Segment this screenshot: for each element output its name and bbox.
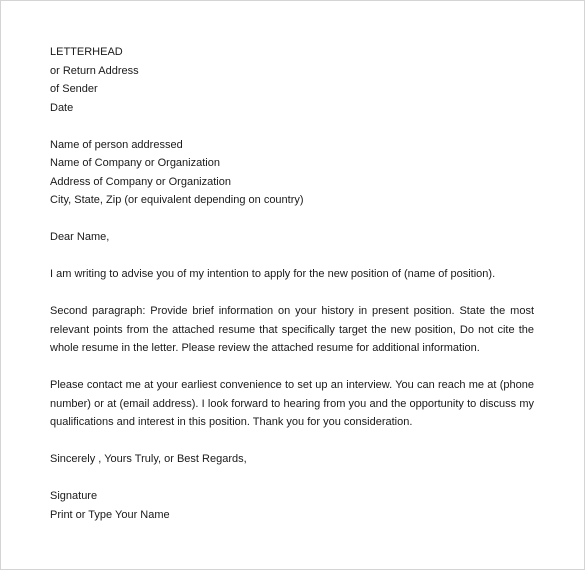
recipient-block [50,136,534,210]
signature-block [50,487,534,524]
salutation: Dear Name, [50,231,110,243]
body-paragraph-1: I am writing to advise you of my intention to apply for the new position of (name of position). [50,268,496,280]
return-address: or Return Address [50,64,139,77]
recipient-company: Name of Company or Organization [50,157,220,169]
body-paragraph-3: Please contact me at your earliest convenience to set up an interview. You can reach me at (phone number) or at (email address). I look forward to hearing from you and the opportunity to discuss my qualifications and interest in this position. Thank you for you consideration. [50,379,534,428]
spacer [50,358,534,377]
spacer [50,117,534,136]
signature-line: Signature [50,490,98,502]
printed-name: Print or Type Your Name [50,508,170,521]
closing: Sincerely , Yours Truly, or Best Regards, [50,453,247,465]
sender-block [50,43,534,117]
recipient-city-state-zip: City, State, Zip (or equivalent depending on country) [50,194,304,206]
recipient-address: Address of Company or Organization [50,175,231,188]
letter-content [50,43,534,524]
letter-date: Date [50,101,74,114]
spacer [50,247,534,266]
spacer [50,210,534,229]
body-paragraph-2: Second paragraph: Provide brief information on your history in present position. State the most relevant points from the attached resume that specifically target the new position, Do not cite the whole resume in the letter. Please review the attached resume for additional information. [50,305,534,354]
sender-name: of Sender [50,83,98,95]
spacer [50,284,534,303]
spacer [50,432,534,451]
recipient-name: Name of person addressed [50,138,183,151]
spacer [50,469,534,488]
letterhead: LETTERHEAD [50,46,123,58]
